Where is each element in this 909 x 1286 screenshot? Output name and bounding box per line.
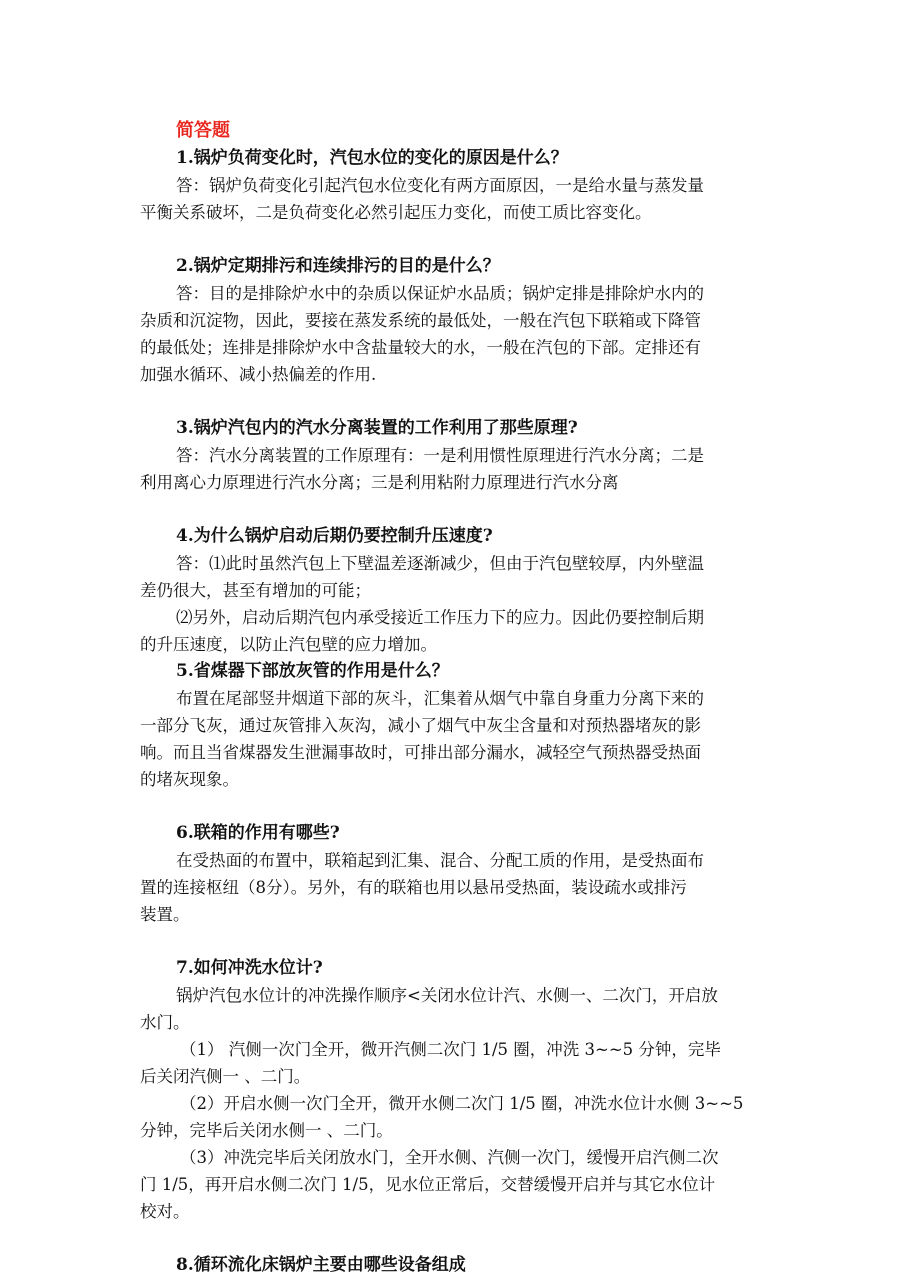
answer-6-line-3: 装置。 (140, 905, 190, 924)
spacer (140, 226, 780, 253)
answer-4-line-2: 差仍很大，甚至有增加的可能； (140, 581, 371, 600)
answer-5-line-3: 响。而且当省煤器发生泄漏事故时，可排出部分漏水，减轻空气预热器受热面 (140, 743, 701, 762)
answer-3-line-2: 利用离心力原理进行汽水分离；三是利用粘附力原理进行汽水分离 (140, 473, 619, 492)
answer-7-line-7: （3）冲洗完毕后关闭放水门，全开水侧、汽侧一次门，缓慢开启汽侧二次 (180, 1148, 719, 1167)
answer-6-line-2: 置的连接枢纽（8分）。另外，有的联箱也用以悬吊受热面，装设疏水或排污 (140, 878, 687, 897)
spacer (140, 928, 780, 955)
answer-4-line-3: ⑵另外，启动后期汽包内承受接近工作压力下的应力。因此仍要控制后期 (176, 608, 704, 627)
spacer (140, 496, 780, 523)
document-page (140, 117, 780, 1279)
answer-2-line-2: 杂质和沉淀物，因此，要接在蒸发系统的最低处，一般在汽包下联箱或下降管 (140, 311, 701, 330)
spacer (140, 1225, 780, 1252)
answer-1-line-2: 平衡关系破坏，二是负荷变化必然引起压力变化，而使工质比容变化。 (140, 203, 652, 222)
answer-4-line-4: 的升压速度，以防止汽包壁的应力增加。 (140, 635, 437, 654)
answer-4-line-1: 答：⑴此时虽然汽包上下壁温差逐渐减少，但由于汽包壁较厚，内外壁温 (176, 554, 704, 573)
answer-7-line-4: 后关闭汽侧一 、二门。 (140, 1067, 311, 1086)
question-6: 6.联箱的作用有哪些? (176, 823, 340, 843)
answer-5-line-2: 一部分飞灰，通过灰管排入灰沟，减小了烟气中灰尘含量和对预热器堵灰的影 (140, 716, 701, 735)
question-7: 7.如何冲洗水位计? (176, 958, 323, 978)
answer-7-line-8: 门 1/5，再开启水侧二次门 1/5，见水位正常后，交替缓慢开启并与其它水位计 (140, 1175, 716, 1194)
answer-7-line-3: （1） 汽侧一次门全开，微开汽侧二次门 1/5 圈，冲洗 3~~5 分钟，完毕 (180, 1040, 721, 1059)
answer-5-line-4: 的堵灰现象。 (140, 770, 239, 789)
answer-1-line-1: 答：锅炉负荷变化引起汽包水位变化有两方面原因，一是给水量与蒸发量 (176, 176, 704, 195)
question-8: 8.循环流化床锅炉主要由哪些设备组成 (176, 1255, 466, 1275)
spacer (140, 388, 780, 415)
answer-3-line-1: 答：汽水分离装置的工作原理有：一是利用惯性原理进行汽水分离；二是 (176, 446, 704, 465)
answer-5-line-1: 布置在尾部竖井烟道下部的灰斗，汇集着从烟气中靠自身重力分离下来的 (176, 689, 704, 708)
answer-2-line-4: 加强水循环、减小热偏差的作用. (140, 365, 377, 384)
question-3: 3.锅炉汽包内的汽水分离装置的工作利用了那些原理? (176, 418, 578, 438)
answer-7-line-2: 水门。 (140, 1013, 190, 1032)
answer-7-line-5: （2）开启水侧一次门全开，微开水侧二次门 1/5 圈，冲洗水位计水侧 3~~5 (180, 1094, 744, 1113)
question-1: 1.锅炉负荷变化时，汽包水位的变化的原因是什么？ (176, 148, 568, 168)
answer-7-line-1: 锅炉汽包水位计的冲洗操作顺序<关闭水位计汽、水侧一、二次门，开启放 (176, 986, 718, 1005)
section-title: 简答题 (176, 120, 230, 141)
answer-2-line-3: 的最低处；连排是排除炉水中含盐量较大的水，一般在汽包的下部。定排还有 (140, 338, 701, 357)
answer-7-line-9: 校对。 (140, 1202, 190, 1221)
question-5: 5.省煤器下部放灰管的作用是什么？ (176, 661, 449, 681)
question-2: 2.锅炉定期排污和连续排污的目的是什么？ (176, 256, 500, 276)
answer-7-line-6: 分钟，完毕后关闭水侧一 、二门。 (140, 1121, 393, 1140)
answer-2-line-1: 答：目的是排除炉水中的杂质以保证炉水品质；锅炉定排是排除炉水内的 (176, 284, 704, 303)
spacer (140, 793, 780, 820)
question-4: 4.为什么锅炉启动后期仍要控制升压速度? (176, 526, 493, 546)
answer-6-line-1: 在受热面的布置中，联箱起到汇集、混合、分配工质的作用，是受热面布 (176, 851, 704, 870)
